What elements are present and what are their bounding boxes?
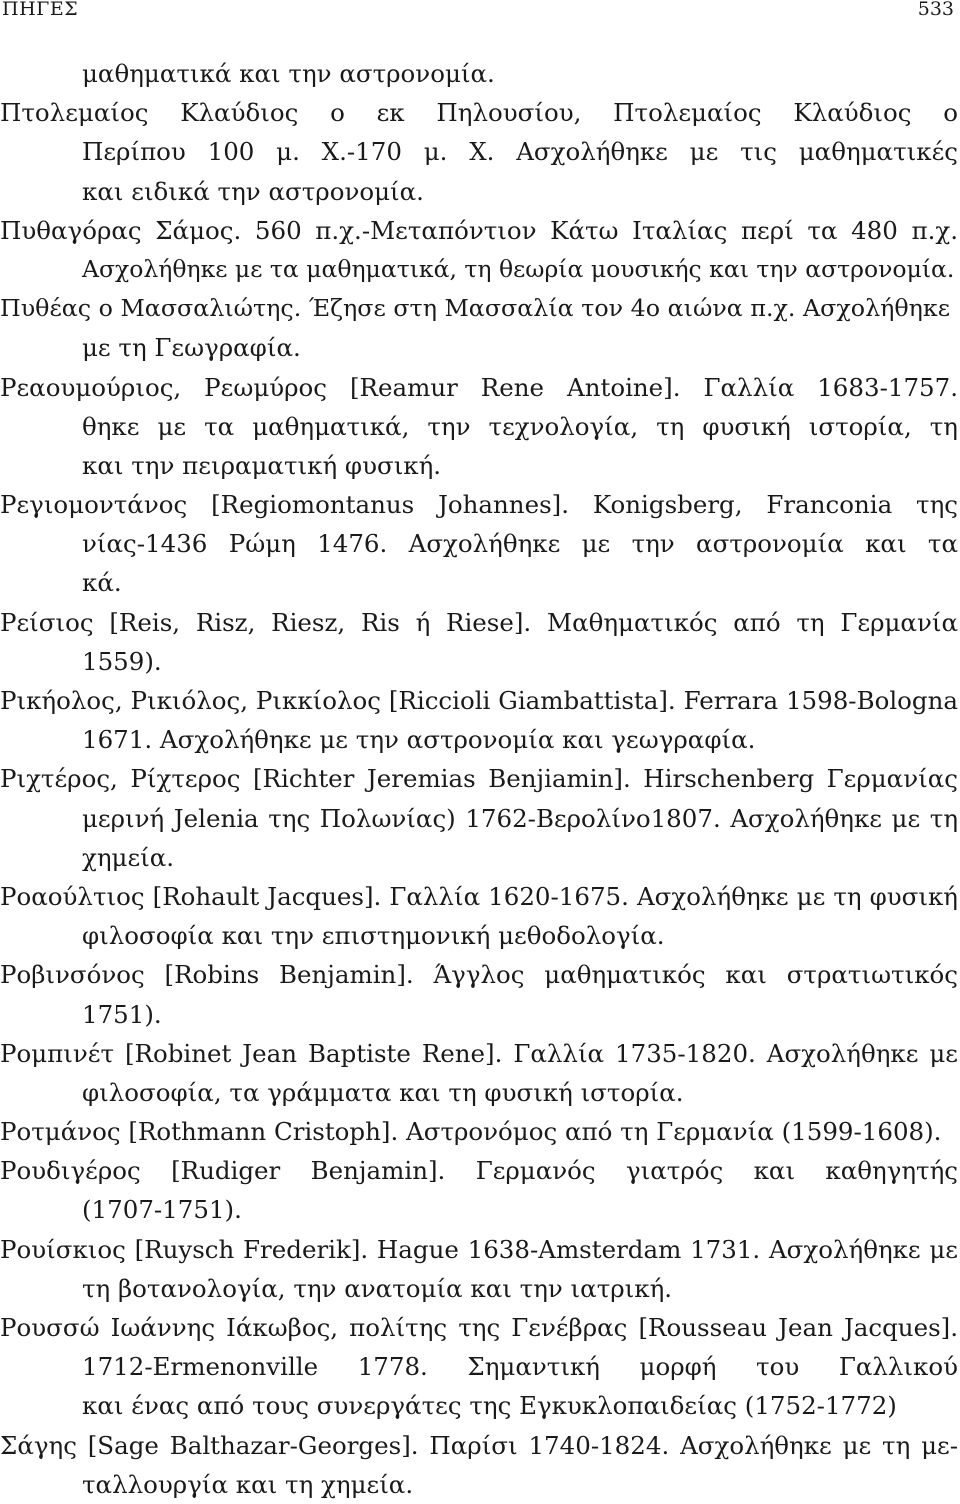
entry-continuation-line: φιλοσοφία και την επιστημονική μεθοδολογία. — [82, 921, 665, 951]
entry-line: Ρουίσκιος [Ruysch Frederik]. Hague 1638-Amsterdam 1731. Ασχολήθηκε με — [0, 1234, 958, 1264]
entry-continuation-line: Ασχολήθηκε με τα μαθηματικά, τη θεωρία μουσικής και την αστρονομία. — [82, 254, 955, 283]
entry-continuation-line: (1707-1751). — [82, 1195, 242, 1225]
entry-continuation-line: χημεία. — [82, 842, 175, 872]
entry-continuation-line: φιλοσοφία, τα γράμματα και τη φυσική ιστορία. — [82, 1077, 684, 1107]
entry-continuation-line: 1671. Ασχολήθηκε με την αστρονομία και γεωγραφία. — [82, 725, 756, 755]
entry-continuation-line: κά. — [82, 568, 122, 598]
entry-continuation-line: 1712-Ermenonville 1778. Σημαντική μορφή του Γαλλικού — [82, 1352, 958, 1382]
page-number: 533 — [917, 0, 954, 20]
entry-line: Ρικήολος, Ρικιόλος, Ρικκίολος [Riccioli Giambattista]. Ferrara 1598-Bologna — [0, 686, 958, 715]
entry-line: Ρεγιομοντάνος [Regiomontanus Johannes]. Konigsberg, Franconia της — [0, 490, 958, 520]
entry-line: Ρουσσώ Ιωάννης Ιάκωβος, πολίτης της Γενέβρας [Rousseau Jean Jacques]. — [0, 1313, 958, 1342]
entry-line: Πτολεμαίος Κλαύδιος ο εκ Πηλουσίου, Πτολεμαίος Κλαύδιος ο — [0, 98, 958, 128]
entry-continuation-line: ταλλουργία και τη χημεία. — [82, 1469, 414, 1499]
entry-line: Ρουδιγέρος [Rudiger Benjamin]. Γερμανός γιατρός και καθηγητής — [0, 1156, 958, 1186]
entry-line: Ροβινσόνος [Robins Benjamin]. Άγγλος μαθηματικός και στρατιωτικός — [0, 960, 958, 990]
running-header — [0, 0, 960, 22]
entry-continuation-line: τη βοτανολογία, την ανατομία και την ιατρική. — [82, 1273, 673, 1303]
entry-line: Πυθέας ο Μασσαλιώτης. Έζησε στη Μασσαλία τον 4ο αιώνα π.χ. Ασχολήθηκε — [0, 294, 951, 323]
glossary-text — [0, 54, 958, 1504]
section-title: ΠΗΓΕΣ — [2, 0, 79, 20]
entry-continuation-line: και την πειραματική φυσική. — [82, 450, 442, 480]
entry-continuation-line: μαθηματικά και την αστρονομία. — [82, 59, 495, 88]
entry-continuation-line: και ειδικά την αστρονομία. — [82, 176, 424, 206]
entry-continuation-line: θηκε με τα μαθηματικά, την τεχνολογία, τη φυσική ιστορία, τη — [82, 411, 958, 441]
entry-line: Ρομπινέτ [Robinet Jean Baptiste Rene]. Γαλλία 1735-1820. Ασχολήθηκε με — [0, 1038, 958, 1068]
entry-continuation-line: 1751). — [82, 999, 162, 1029]
entry-line: Πυθαγόρας Σάμος. 560 π.χ.-Μεταπόντιον Κάτω Ιταλίας περί τα 480 π.χ. — [0, 215, 958, 245]
entry-continuation-line: και ένας από τους συνεργάτες της Εγκυκλοπαιδείας (1752-1772) — [82, 1391, 897, 1421]
entry-continuation-line: 1559). — [82, 646, 162, 676]
entry-line: Ρείσιος [Reis, Risz, Riesz, Ris ή Riese]. Μαθηματικός από τη Γερμανία — [0, 607, 958, 637]
entry-line: Σάγης [Sage Balthazar-Georges]. Παρίσι 1740-1824. Ασχολήθηκε με τη με- — [0, 1430, 958, 1460]
entry-continuation-line: Περίπου 100 μ. Χ.-170 μ. Χ. Ασχολήθηκε με τις μαθηματικές — [82, 137, 958, 167]
entry-line: Ροτμάνος [Rothmann Cristoph]. Αστρονόμος από τη Γερμανία (1599-1608). — [0, 1117, 942, 1147]
entry-continuation-line: νίας-1436 Ρώμη 1476. Ασχολήθηκε με την αστρονομία και τα — [82, 529, 958, 559]
entry-continuation-line: με τη Γεωγραφία. — [82, 333, 301, 363]
entry-line: Ριχτέρος, Ρίχτερος [Richter Jeremias Benjiamin]. Hirschenberg Γερμανίας — [0, 764, 958, 794]
entry-line: Ροαούλτιος [Rohault Jacques]. Γαλλία 1620-1675. Ασχολήθηκε με τη φυσική — [0, 881, 958, 911]
entry-line: Ρεαουμούριος, Ρεωμύρος [Reamur Rene Antoine]. Γαλλία 1683-1757. — [0, 372, 958, 402]
entry-continuation-line: μερινή Jelenia της Πολωνίας) 1762-Βερολίνο1807. Ασχολήθηκε με τη — [82, 803, 958, 833]
